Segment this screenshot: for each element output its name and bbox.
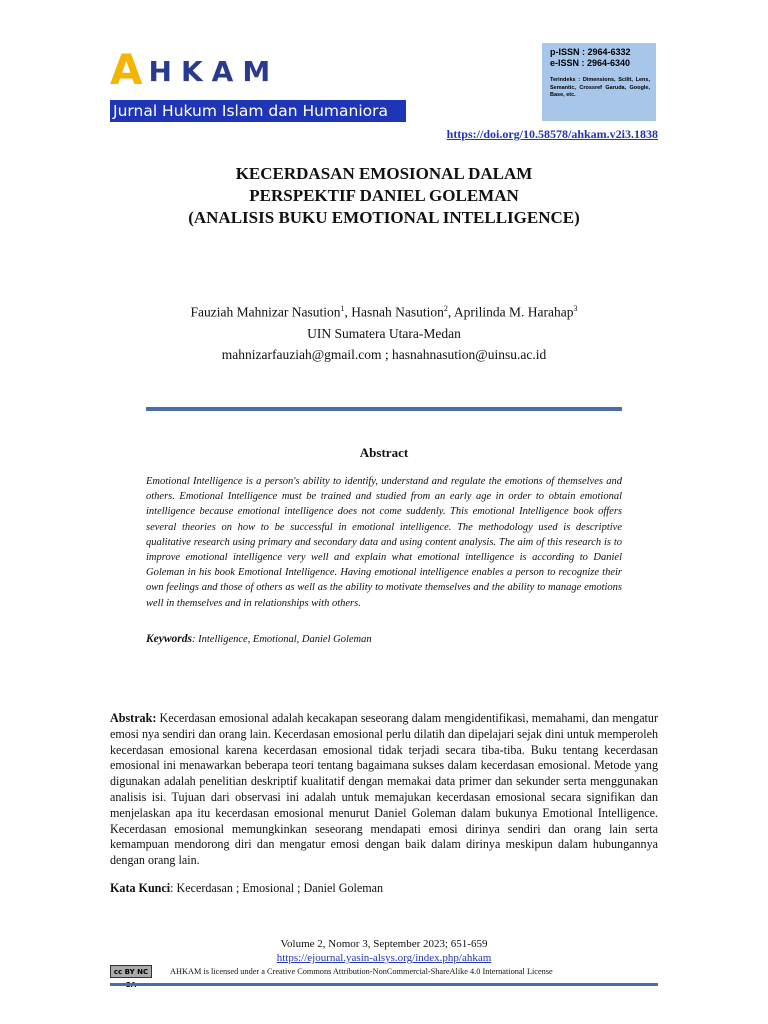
keywords-english (146, 633, 622, 645)
abstract-heading: Abstract (359, 445, 409, 460)
author-2: Hasnah Nasution (351, 304, 444, 320)
logo-text: HKAM (148, 55, 280, 88)
e-issn: e-ISSN : 2964-6340 (550, 58, 631, 68)
author-2-sup: 2 (443, 304, 448, 313)
divider-rule (146, 407, 622, 411)
abstract-indonesian (110, 711, 658, 869)
journal-logo (110, 45, 280, 94)
license-statement (170, 967, 553, 976)
affiliation: UIN Sumatera Utara-Medan (307, 325, 461, 341)
journal-subtitle: Jurnal Hukum Islam dan Humaniora (110, 100, 406, 122)
title-line-1: KECERDASAN EMOSIONAL DALAM (235, 164, 533, 183)
logo-initial: A (110, 45, 143, 94)
indexing-info: Terindeks : Dimensions, Scilit, Lens, Semantic, Crossref Garuda, Google, Base, etc. (550, 77, 650, 98)
license-journal-name: AHKAM (170, 967, 202, 976)
abstrak-label: Abstrak: (110, 711, 157, 725)
abstract-english: Emotional Intelligence is a person's ability to identify, understand and regulate the emotions of themselves and others. Emotional Intelligence must be trained and studied from an early age in order to obtain emotional intelligence because emotional intelligence does not come suddenly. This emotional Intelligence book offers several theories on how to be successful in emotional intelligence. The methodology used is descriptive qualitative research using primary and secondary data and using content analysis. The aim of this research is to improve emotional intelligence very well and explain what emotional intelligence is according to Daniel Goleman in his book Emotional Intelligence. Having emotional intelligence enables a person to recognize their own feelings and those of others as well as the ability to motivate themselves and the ability to manage emotions well in themselves and in relationships with others. (146, 476, 622, 609)
keywords-values: : Intelligence, Emotional, Daniel Goleman (192, 634, 372, 645)
author-1: Fauziah Mahnizar Nasution (190, 304, 341, 320)
cc-license-icon[interactable]: cc BY NC (110, 965, 152, 978)
author-3-sup: 3 (573, 304, 578, 313)
title-line-3: (ANALISIS BUKU EMOTIONAL INTELLIGENCE) (188, 208, 580, 227)
article-title (0, 163, 768, 229)
p-issn: p-ISSN : 2964-6332 (550, 47, 631, 57)
author-3: Aprilinda M. Harahap (453, 304, 574, 320)
issn-box (542, 43, 656, 121)
footer-rule (110, 983, 658, 986)
volume-info: Volume 2, Nomor 3, September 2023; 651-659 (280, 938, 488, 950)
author-emails: mahnizarfauziah@gmail.com ; hasnahnasution@uinsu.ac.id (221, 346, 547, 362)
kata-kunci-values: : Kecerdasan ; Emosional ; Daniel Goleman (170, 881, 384, 895)
author-1-sup: 1 (340, 304, 345, 313)
doi-link[interactable]: https://doi.org/10.58578/ahkam.v2i3.1838 (446, 127, 658, 141)
kata-kunci-label: Kata Kunci (110, 881, 171, 895)
title-line-2: PERSPEKTIF DANIEL GOLEMAN (249, 186, 519, 205)
license-text: is licensed under a Creative Commons Attribution-NonCommercial-ShareAlike 4.0 International License (203, 967, 553, 976)
journal-url-link[interactable]: https://ejournal.yasin-alsys.org/index.php/ahkam (276, 952, 492, 964)
abstrak-text: Kecerdasan emosional adalah kecakapan seseorang dalam mengidentifikasi, memahami, dan mengatur emosi nya sendiri dan orang lain. Kecerdasan emosional perlu dilatih dan dipelajari sejak dini untuk memperoleh kecerdasan emosional karena kecerdasan emosional tidak terjadi secara tiba-tiba. Buku tentang kecerdasan emosional ini menawarkan beberapa teori tentang bagaimana sukses dalam kecerdasan emosional. Metode yang digunakan adalah penelitian deskriptif kualitatif dengan memakai data primer dan sekunder serta menggunakan analisis isi. Tujuan dari observasi ini adalah untuk memajukan kecerdasan emosional secara signifikan dan menjelaskan apa itu kecerdasan emosional menurut Daniel Goleman dalam bukunya Emotional Intelligence. Kecerdasan emosional memungkinkan seseorang mendapati emosi dirinya sendiri dan orang lain serta kemampuan mendorong diri dan mengatur emosi dengan baik dalam dirinya meskipun dalam hubungannya dengan orang lain. (110, 711, 658, 868)
author-names: Fauziah Mahnizar Nasution$^1$, Hasnah Nasution$^2$, Aprilinda M. Harahap$^3$ (190, 304, 578, 320)
keywords-label: Keywords (146, 633, 192, 645)
author-block (0, 298, 768, 365)
keywords-indonesian (110, 881, 658, 896)
